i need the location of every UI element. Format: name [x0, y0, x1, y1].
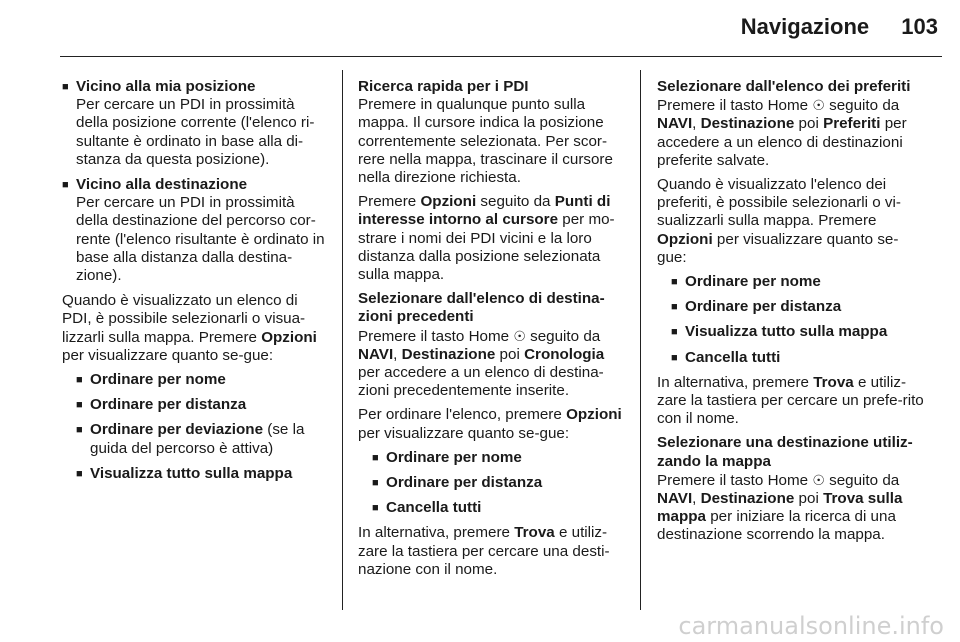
list-item: ■ Ordinare per deviazione (se la guida del percorso è attiva) [76, 421, 326, 457]
column-divider-1 [342, 70, 343, 610]
column-1 [62, 78, 326, 490]
column-3 [657, 78, 927, 551]
paragraph: Premere il tasto Home ☉ seguito da NAVI, Destinazione poi Cronologia per accedere a un elenco di destina-zioni precedentemente inserite. [358, 327, 605, 400]
subheading: Ricerca rapida per i PDI [358, 78, 529, 95]
section-title: Navigazione [740, 14, 870, 39]
paragraph: Premere in qualunque punto sulla mappa. Il cursore indica la posizione correntemente selezionata. Per scor-rere nella mappa, trascinare il cursore nella direzione richiesta. [358, 96, 613, 187]
header-rule [60, 56, 942, 57]
list-item: ■ Visualizza tutto sulla mappa [671, 323, 927, 341]
subheading: Selezionare dall'elenco di destina-zioni precedenti [358, 290, 605, 326]
option-list [62, 371, 326, 483]
paragraph: Per ordinare l'elenco, premere Opzioni per visualizzare quanto se-gue: [358, 406, 622, 442]
list-item: ■ Ordinare per distanza [372, 474, 626, 492]
option-list [657, 273, 927, 367]
option-list [358, 449, 626, 518]
column-divider-2 [640, 70, 641, 610]
home-icon: ☉ [812, 97, 825, 114]
bullet-text: Per cercare un PDI in prossimità della destinazione del percorso cor-rente (l'elenco risultante è ordinato in base alla distanza dalla destina-zione). [76, 194, 325, 285]
home-icon: ☉ [812, 471, 825, 488]
bullet-item [62, 176, 326, 285]
list-item: ■ Ordinare per nome [372, 449, 626, 467]
bullet-title: ■ Vicino alla mia posizione [76, 78, 256, 95]
paragraph: Quando è visualizzato un elenco di PDI, è possibile selezionarli o visua-lizzarli sulla mappa. Premere Opzioni per visualizzare quanto se-gue: [62, 292, 317, 364]
bullet-title: ■ Vicino alla destinazione [76, 176, 248, 194]
watermark: carmanualsonline.info [678, 612, 944, 640]
list-item: ■ Ordinare per distanza [76, 396, 326, 414]
page-header [741, 14, 938, 40]
list-item: ■ Cancella tutti [372, 499, 626, 517]
list-item: ■ Visualizza tutto sulla mappa [76, 465, 326, 483]
paragraph: Premere il tasto Home ☉ seguito da NAVI, Destinazione poi Preferiti per accedere a un elenco di destinazioni preferite salvate. [657, 97, 907, 169]
column-2 [358, 78, 626, 585]
page-number: 103 [901, 14, 938, 39]
subheading: Selezionare dall'elenco dei preferiti [657, 78, 911, 95]
list-item: ■ Ordinare per distanza [671, 298, 927, 316]
list-item: ■ Cancella tutti [671, 349, 927, 367]
list-item: ■ Ordinare per nome [76, 371, 326, 389]
paragraph: Quando è visualizzato l'elenco dei preferiti, è possibile selezionarli o vi-sualizzarli sulla mappa. Premere Opzioni per visualizzare quanto se-gue: [657, 176, 901, 266]
subheading: Selezionare una destinazione utiliz-zando la mappa [657, 434, 913, 470]
paragraph: In alternativa, premere Trova e utiliz-zare la tastiera per cercare una desti-nazione con il nome. [358, 524, 610, 578]
paragraph: Premere il tasto Home ☉ seguito da NAVI, Destinazione poi Trova sulla mappa per iniziare la ricerca di una destinazione scorrendo la mappa. [657, 471, 903, 544]
bullet-text: Per cercare un PDI in prossimità della posizione corrente (l'elenco ri-sultante è ordinato in base alla di-stanza da questa posizione). [76, 96, 315, 168]
paragraph: In alternativa, premere Trova e utiliz-zare la tastiera per cercare un prefe-rito con il nome. [657, 373, 924, 428]
bullet-item [62, 78, 326, 169]
list-item: ■ Ordinare per nome [671, 273, 927, 291]
paragraph: Premere Opzioni seguito da Punti di interesse intorno al cursore per mo-strare i nomi dei PDI vicini e la loro distanza dalla posizione selezionata sulla mappa. [358, 193, 615, 284]
home-icon: ☉ [513, 327, 526, 344]
